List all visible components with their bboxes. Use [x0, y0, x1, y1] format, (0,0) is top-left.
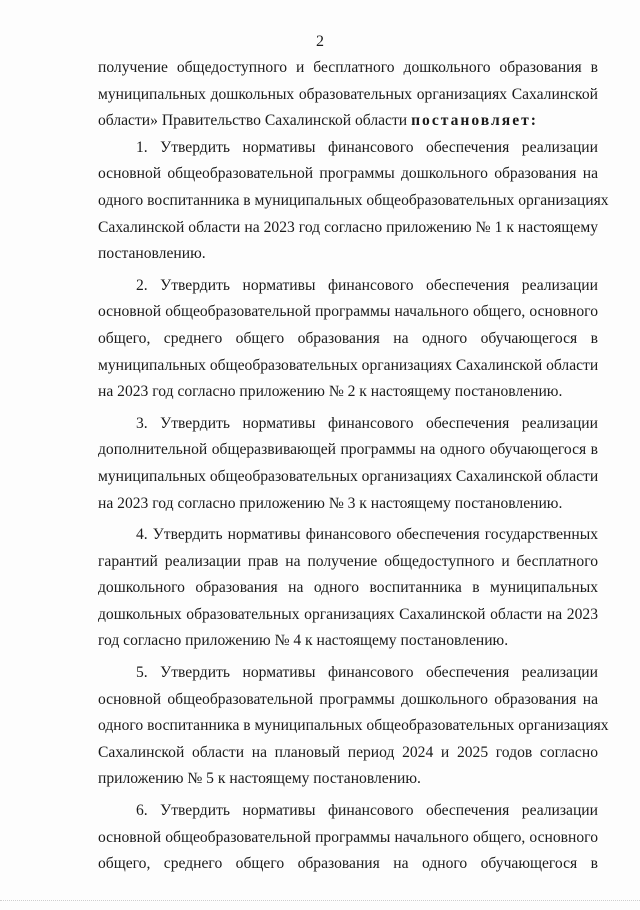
text-line: 2. Утвердить нормативы финансового обеспечения реализации	[136, 276, 598, 294]
scan-edge-divider	[0, 900, 640, 905]
document-body	[98, 55, 609, 878]
decree-word: постановляет:	[411, 112, 538, 130]
page-number: 2	[316, 33, 324, 50]
text-line: дошкольного образования на одного воспитанника в муниципальных	[98, 579, 598, 597]
text-line: дополнительной общеразвивающей программы на одного обучающегося в	[98, 441, 598, 459]
paragraph-item-2	[98, 273, 598, 406]
text-line: 3. Утвердить нормативы финансового обеспечения реализации	[136, 414, 598, 432]
text-line: муниципальных общеобразовательных организациях Сахалинской области	[98, 467, 599, 485]
paragraph-item-3	[98, 411, 598, 517]
paragraph-item-1	[98, 135, 609, 268]
text-line: год согласно приложению № 4 к настоящему постановлению.	[98, 632, 509, 650]
text-line: Сахалинской области на плановый период 2024 и 2025 годов согласно	[98, 743, 598, 761]
text-line: на 2023 год согласно приложению № 2 к настоящему постановлению.	[98, 383, 563, 401]
paragraph-item-6	[98, 798, 598, 878]
text-line: гарантий реализации прав на получение общедоступного и бесплатного	[98, 552, 598, 570]
text-line: 4. Утвердить нормативы финансового обеспечения государственных	[136, 526, 598, 544]
text-line: основной общеобразовательной программы дошкольного образования на	[98, 165, 598, 183]
text-line: постановлению.	[98, 245, 206, 263]
text-line: одного воспитанника в муниципальных общеобразовательных организациях	[98, 717, 609, 735]
text-line: дошкольных образовательных организациях Сахалинской области на 2023	[98, 605, 598, 623]
text-line: Сахалинской области на 2023 год согласно приложению № 1 к настоящему	[98, 218, 598, 236]
text-line: одного воспитанника в муниципальных общеобразовательных организациях	[98, 191, 609, 209]
text-line-segment: области» Правительство Сахалинской области	[98, 112, 408, 130]
text-line	[98, 108, 598, 135]
paragraph-item-5	[98, 660, 609, 793]
text-line: 1. Утвердить нормативы финансового обеспечения реализации	[136, 138, 598, 156]
text-line: основной общеобразовательной программы начального общего, основного	[98, 828, 598, 846]
text-line: общего, среднего общего образования на одного обучающегося в	[98, 329, 598, 347]
paragraph-intro	[98, 55, 598, 135]
text-line: приложению № 5 к настоящему постановлению.	[98, 770, 421, 788]
text-line: муниципальных дошкольных образовательных организациях Сахалинской	[98, 85, 598, 103]
paragraph-item-4	[98, 522, 598, 655]
text-line: муниципальных общеобразовательных организациях Сахалинской области	[98, 356, 599, 374]
text-line: основной общеобразовательной программы дошкольного образования на	[98, 690, 598, 708]
text-line: 5. Утвердить нормативы финансового обеспечения реализации	[136, 664, 598, 682]
text-line: 6. Утвердить нормативы финансового обеспечения реализации	[136, 802, 598, 820]
text-line: общего, среднего общего образования на одного обучающегося в	[98, 855, 598, 873]
text-line: на 2023 год согласно приложению № 3 к настоящему постановлению.	[98, 494, 563, 512]
text-line: основной общеобразовательной программы начального общего, основного	[98, 303, 598, 321]
text-line: получение общедоступного и бесплатного дошкольного образования в	[98, 59, 598, 76]
